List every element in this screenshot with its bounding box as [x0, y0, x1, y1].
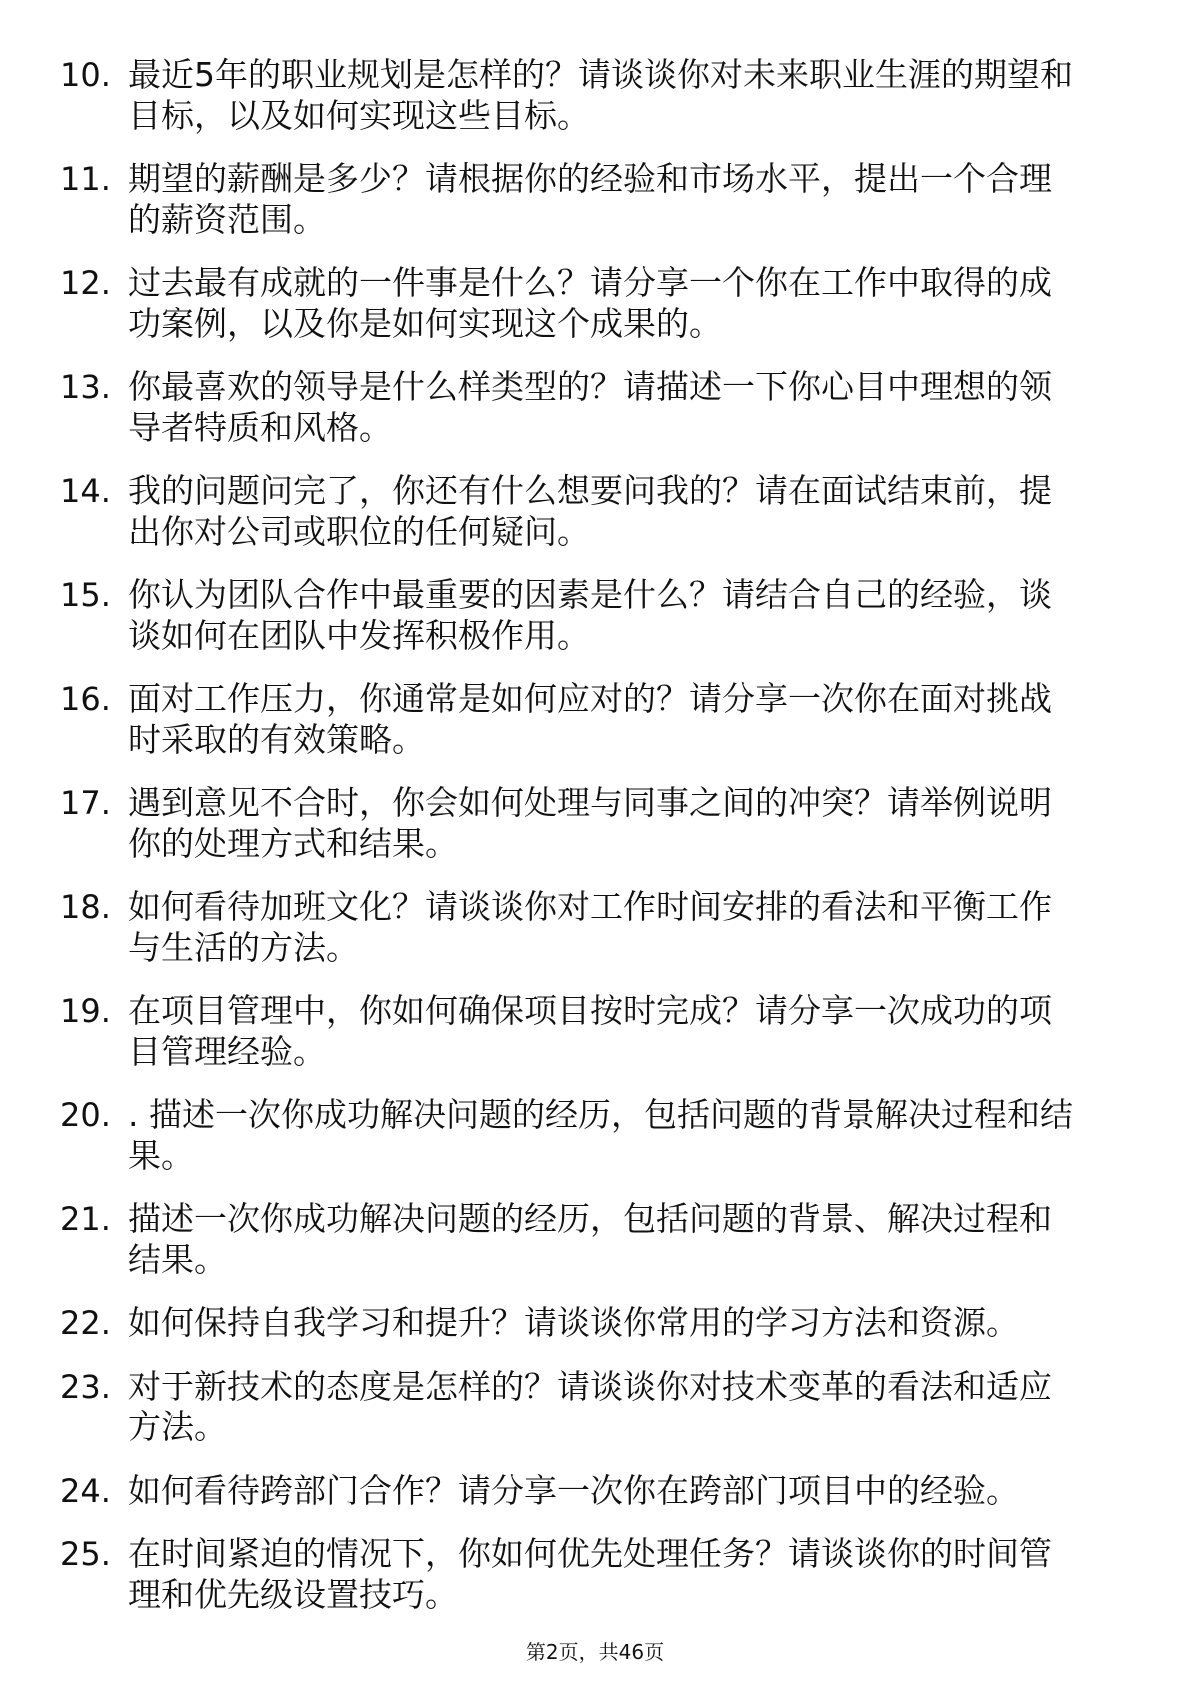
item-text-line: 过去最有成就的一件事是什么？请分享一个你在工作中取得的成	[128, 263, 1052, 302]
item-number: 24.	[60, 1471, 111, 1510]
list-item	[60, 471, 1150, 552]
item-number: 17.	[60, 784, 111, 822]
list-item	[60, 1471, 1150, 1512]
item-text	[128, 1303, 1150, 1344]
item-text-line: 面对工作压力，你通常是如何应对的？请分享一次你在面对挑战	[128, 679, 1052, 718]
item-number: 23.	[60, 1367, 111, 1406]
item-number: 19.	[60, 992, 111, 1030]
item-text	[128, 679, 1150, 760]
list-item	[60, 1303, 1150, 1344]
item-text	[128, 1199, 1150, 1280]
list-item	[60, 679, 1150, 760]
list-item	[60, 55, 1150, 136]
item-text-line: 你的处理方式和结果。	[128, 823, 458, 863]
item-text-line: 遇到意见不合时，你会如何处理与同事之间的冲突？请举例说明	[128, 783, 1052, 822]
list-item	[60, 1367, 1150, 1448]
item-text	[128, 367, 1150, 448]
item-text-line: 时采取的有效策略。	[128, 719, 425, 759]
list-item	[60, 1534, 1150, 1615]
item-text-line: 果。	[128, 1135, 194, 1175]
item-text-line: 与生活的方法。	[128, 927, 359, 967]
item-number: 10.	[60, 56, 111, 94]
item-number: 13.	[60, 368, 111, 406]
item-text	[128, 1534, 1150, 1615]
item-text	[128, 263, 1150, 344]
item-text	[128, 783, 1150, 864]
item-text-line: 出你对公司或职位的任何疑问。	[128, 511, 590, 551]
item-text	[128, 471, 1150, 552]
item-text-line: 期望的薪酬是多少？请根据你的经验和市场水平，提出一个合理	[128, 159, 1052, 198]
item-text-line: 对于新技术的态度是怎样的？请谈谈你对技术变革的看法和适应	[128, 1366, 1052, 1406]
list-item	[60, 991, 1150, 1072]
item-text	[128, 159, 1150, 240]
item-number: 14.	[60, 472, 111, 510]
list-item	[60, 159, 1150, 240]
item-number: 18.	[60, 888, 111, 926]
item-number: 16.	[60, 680, 111, 718]
item-text-line: 在项目管理中，你如何确保项目按时完成？请分享一次成功的项	[128, 991, 1052, 1030]
item-number: 11.	[60, 160, 111, 198]
item-text-line: 你最喜欢的领导是什么样类型的？请描述一下你心目中理想的领	[128, 367, 1052, 406]
item-text-line: 我的问题问完了，你还有什么想要问我的？请在面试结束前，提	[128, 471, 1052, 510]
item-text	[128, 887, 1150, 968]
item-text-line: 如何看待跨部门合作？请分享一次你在跨部门项目中的经验。	[128, 1470, 1019, 1510]
item-number: 25.	[60, 1535, 111, 1573]
item-text	[128, 55, 1150, 136]
item-text-line: 如何保持自我学习和提升？请谈谈你常用的学习方法和资源。	[128, 1303, 1019, 1342]
item-text-line: 方法。	[128, 1407, 227, 1446]
page-number-footer: 第2页，共46页	[525, 1640, 665, 1664]
list-item	[60, 575, 1150, 656]
item-text	[128, 991, 1150, 1072]
item-text	[128, 1095, 1150, 1176]
item-text-line: 你认为团队合作中最重要的因素是什么？请结合自己的经验，谈	[128, 575, 1052, 614]
list-item	[60, 783, 1150, 864]
item-number: 21.	[60, 1200, 111, 1238]
item-text-line: 如何看待加班文化？请谈谈你对工作时间安排的看法和平衡工作	[128, 887, 1052, 926]
item-text-line: 谈如何在团队中发挥积极作用。	[128, 615, 590, 655]
list-item	[60, 887, 1150, 968]
item-number: 12.	[60, 264, 111, 302]
item-text-line: 功案例，以及你是如何实现这个成果的。	[128, 303, 722, 343]
item-text-line: 最近5年的职业规划是怎样的？请谈谈你对未来职业生涯的期望和	[128, 55, 1073, 94]
item-text-line: 在时间紧迫的情况下，你如何优先处理任务？请谈谈你的时间管	[128, 1534, 1052, 1573]
item-text	[128, 575, 1150, 656]
list-item	[60, 367, 1150, 448]
list-item	[60, 1095, 1150, 1176]
list-item	[60, 263, 1150, 344]
item-text-line: 的薪资范围。	[128, 199, 326, 239]
item-number: 15.	[60, 576, 111, 614]
item-text	[128, 1367, 1150, 1448]
item-text-line: . 描述一次你成功解决问题的经历，包括问题的背景解决过程和结	[128, 1095, 1073, 1134]
item-text-line: 结果。	[128, 1239, 227, 1279]
item-text	[128, 1471, 1150, 1512]
item-number: 22.	[60, 1304, 111, 1342]
list-item	[60, 1199, 1150, 1280]
item-text-line: 描述一次你成功解决问题的经历，包括问题的背景、解决过程和	[128, 1199, 1052, 1238]
item-text-line: 理和优先级设置技巧。	[128, 1574, 458, 1614]
item-text-line: 导者特质和风格。	[128, 407, 392, 447]
item-text-line: 目标，以及如何实现这些目标。	[128, 95, 590, 135]
item-text-line: 目管理经验。	[128, 1031, 326, 1071]
item-number: 20.	[60, 1096, 111, 1134]
question-list	[60, 55, 1150, 1638]
